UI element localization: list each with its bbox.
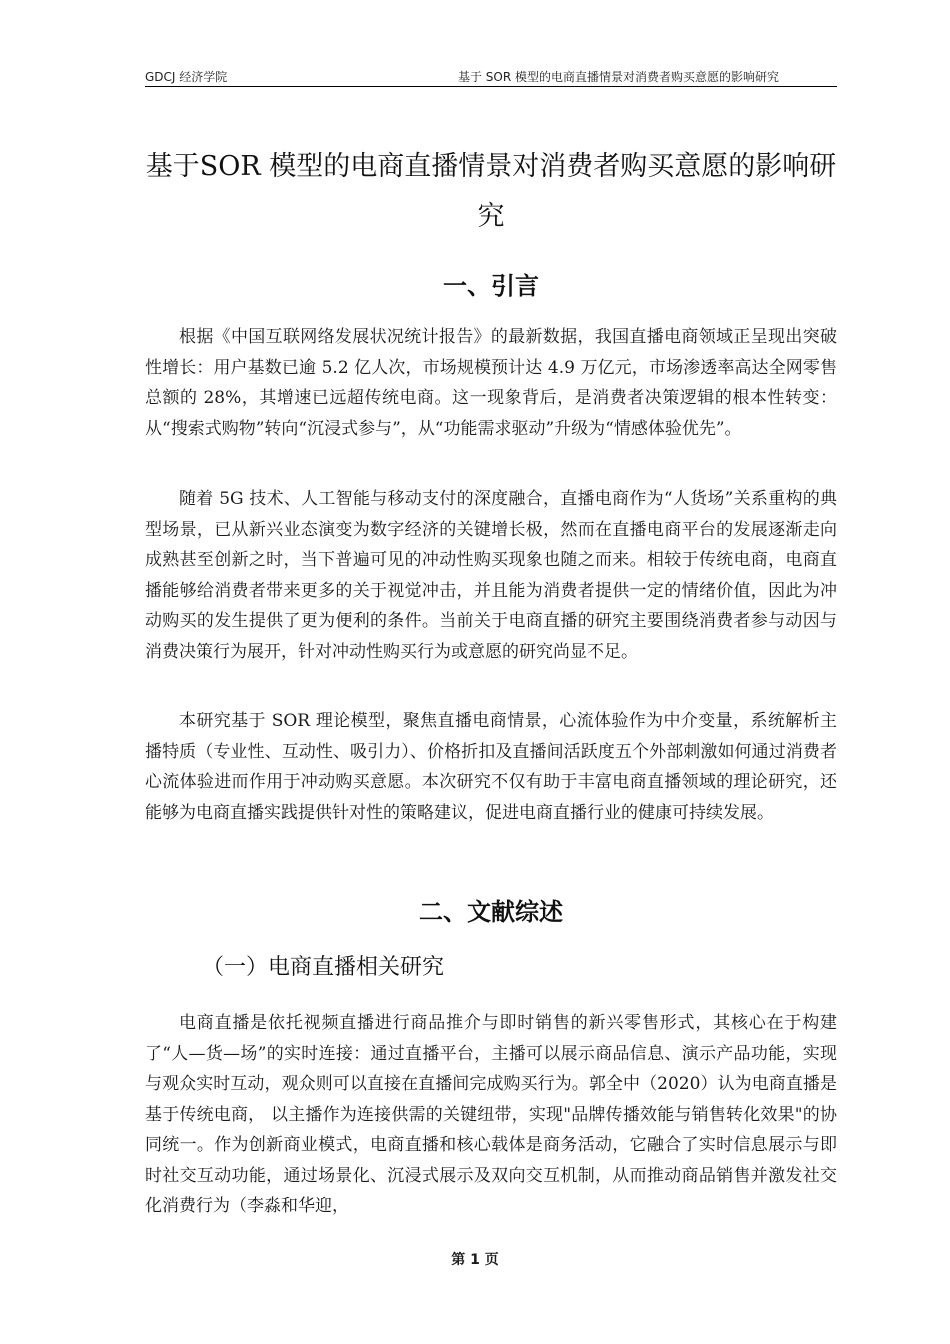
intro-paragraph-1: 根据《中国互联网络发展状况统计报告》的最新数据，我国直播电商领域正呈现出突破性增长：用户基数已逾 5.2 亿人次，市场规模预计达 4.9 万亿元，市场渗透率高达全网零售总额的 28%，其增速已远超传统电商。这一现象背后，是消费者决策逻辑的根本性转变：从“搜索式购物”转向“沉浸式参与”，从“功能需求驱动”升级为“情感体验优先”。 <box>145 327 837 439</box>
document-title: 基于SOR 模型的电商直播情景对消费者购买意愿的影响研究 <box>145 151 837 232</box>
header-institution: GDCJ 经济学院 <box>145 70 228 84</box>
running-header <box>145 66 837 87</box>
review-paragraph-1: 电商直播是依托视频直播进行商品推介与即时销售的新兴零售形式，其核心在于构建了“人—货—场”的实时连接：通过直播平台，主播可以展示商品信息、演示产品功能，实现与观众实时互动，观众则可以直接在直播间完成购买行为。郭全中（2020）认为电商直播是基于传统电商， 以主播作为连接供需的关键纽带，实现"品牌传播效能与销售转化效果"的协同统一。作为创新商业模式，电商直播和核心载体是商务活动，它融合了实时信息展示与即时社交互动功能，通过场景化、沉浸式展示及双向交互机制，从而推动商品销售并激发社交化消费行为（李淼和华迎， <box>145 1013 837 1216</box>
header-title: 基于 SOR 模型的电商直播情景对消费者购买意愿的影响研究 <box>457 70 779 84</box>
intro-paragraph-3: 本研究基于 SOR 理论模型，聚焦直播电商情景，心流体验作为中介变量，系统解析主播特质（专业性、互动性、吸引力）、价格折扣及直播间活跃度五个外部刺激如何通过消费者心流体验进而作用于冲动购买意愿。本次研究不仅有助于丰富电商直播领域的理论研究，还能够为电商直播实践提供针对性的策略建议，促进电商直播行业的健康可持续发展。 <box>145 711 837 823</box>
page-number: 第 1 页 <box>451 1252 499 1268</box>
intro-paragraph-2: 随着 5G 技术、人工智能与移动支付的深度融合，直播电商作为“人货场”关系重构的典型场景，已从新兴业态演变为数字经济的关键增长极，然而在直播电商平台的发展逐渐走向成熟甚至创新之时，当下普遍可见的冲动性购买现象也随之而来。相较于传统电商，电商直播能够给消费者带来更多的关于视觉冲击，并且能为消费者提供一定的情绪价值，因此为冲动购买的发生提供了更为便利的条件。当前关于电商直播的研究主要围绕消费者参与动因与消费决策行为展开，针对冲动性购买行为或意愿的研究尚显不足。 <box>145 489 837 662</box>
section-heading-intro: 一、引言 <box>443 272 539 300</box>
section-heading-review: 二、文献综述 <box>419 898 563 926</box>
subsection-heading-live-commerce: （一）电商直播相关研究 <box>202 955 445 980</box>
